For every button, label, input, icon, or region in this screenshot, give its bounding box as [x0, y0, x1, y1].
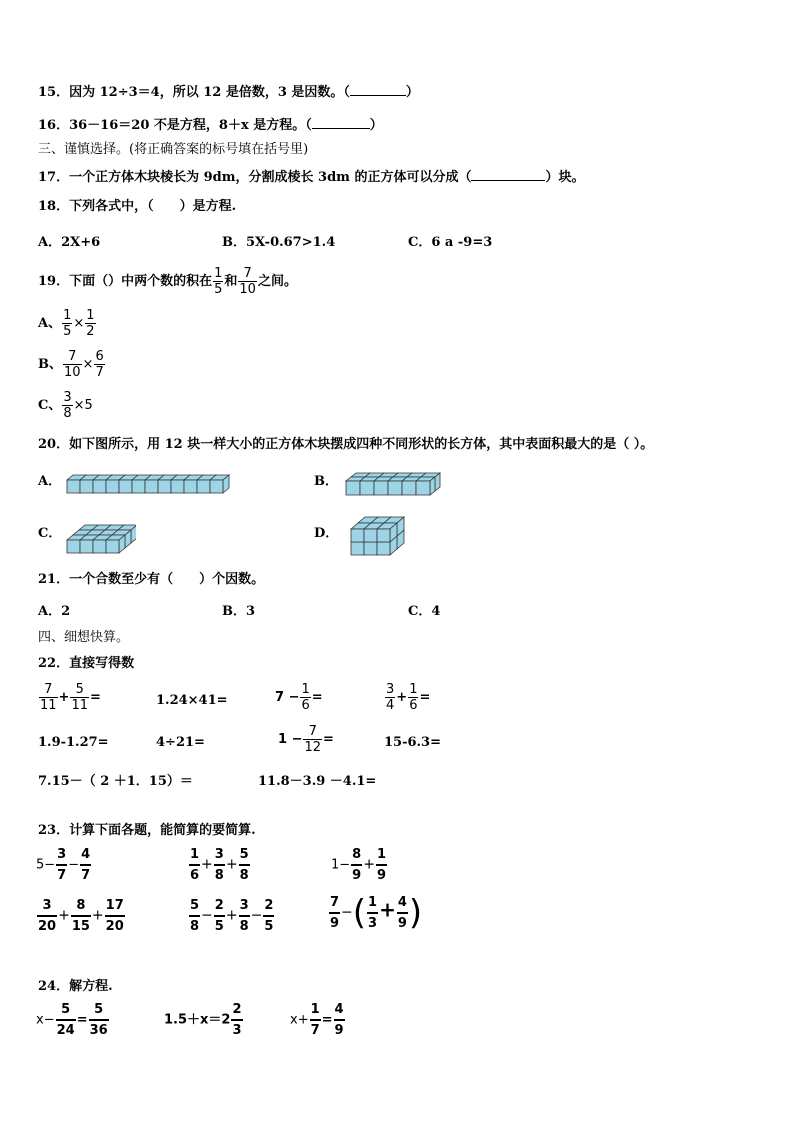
expression-22-2: 1.24×41= — [156, 693, 228, 708]
question-24: 24．解方程. — [38, 979, 113, 994]
cube-front-face — [388, 481, 402, 495]
cube-front-face — [80, 540, 93, 553]
cube-front-face — [360, 481, 374, 495]
fraction: $\frac{7}{10}$ — [239, 266, 256, 297]
section-heading-4: 四、细想快算。 — [38, 630, 130, 645]
cube-front-face — [351, 542, 364, 555]
question-18: 18．下列各式中，（ ）是方程. — [38, 199, 237, 214]
question-19: 19．下面（）中两个数的积在 $\frac{1}{5}$ 和 $\frac{7}{10}$ 之间。 — [38, 266, 297, 297]
option-b[interactable]: B．5X-0.67>1.4 — [222, 235, 336, 250]
cube-front-face — [346, 481, 360, 495]
option-a[interactable]: A、 $\frac{1}{5}$ × $\frac{1}{2}$ — [38, 308, 95, 339]
option-b[interactable]: B、 $\frac{7}{10}$ × $\frac{6}{7}$ — [38, 349, 104, 380]
cube-front-face — [171, 480, 184, 493]
expression-23-6: $\frac{7}{9}$ −( $\frac{1}{3}$ + $\frac{4}{9}$ ) — [330, 893, 423, 933]
cube-front-face — [119, 480, 132, 493]
cube-front-face — [158, 480, 171, 493]
cube-front-face — [377, 529, 390, 542]
cube-front-face — [80, 480, 93, 493]
question-text: 解方程. — [69, 979, 113, 994]
question-number: 15． — [38, 85, 70, 100]
option-a[interactable]: A． — [38, 474, 62, 489]
expression-22-5: 1.9-1.27= — [38, 735, 109, 750]
question-17: 17．一个正方体木块棱长为 9dm，分割成棱长 3dm 的正方体可以分成（ ）块。 — [38, 170, 585, 185]
cube-front-face — [364, 529, 377, 542]
cube-front-face — [377, 542, 390, 555]
cube-front-face — [210, 480, 223, 493]
cube-front-face — [184, 480, 197, 493]
question-21: 21．一个合数至少有（ ）个因数。 — [38, 572, 265, 587]
question-number: 16． — [38, 118, 70, 133]
option-a[interactable]: A．2 — [38, 604, 71, 619]
answer-blank[interactable] — [471, 168, 545, 181]
question-text: 如下图所示，用 12 块一样大小的正方体木块摆成四种不同形状的长方体，其中表面积最大的是（ ）。 — [69, 437, 654, 452]
question-text: 计算下面各题，能简算的要简算. — [69, 823, 256, 838]
option-d[interactable]: D． — [314, 526, 339, 541]
question-23: 23．计算下面各题，能简算的要简算. — [38, 823, 256, 838]
option-c[interactable]: C、 $\frac{3}{8}$ ×5 — [38, 390, 93, 421]
expression-23-3: 1− $\frac{8}{9}$ + $\frac{1}{9}$ — [331, 847, 386, 883]
expression-23-5: $\frac{5}{8}$ − $\frac{2}{5}$ + $\frac{3}{8}$ − $\frac{2}{5}$ — [190, 898, 274, 934]
cube-front-face — [106, 480, 119, 493]
cube-front-face — [416, 481, 430, 495]
cube-front-face — [93, 540, 106, 553]
question-16: 16．36－16＝20 不是方程，8＋x 是方程。（ ） — [38, 118, 383, 133]
question-text: 36－16＝20 不是方程，8＋x 是方程。（ — [69, 118, 312, 133]
equation-24-1: x− $\frac{5}{24}$ = $\frac{5}{36}$ — [36, 1002, 108, 1038]
cuboid-2x2x3-figure — [350, 514, 408, 556]
option-c[interactable]: C． — [38, 526, 62, 541]
equation-24-3: x+ $\frac{1}{7}$ = $\frac{4}{9}$ — [290, 1002, 344, 1038]
question-text: 下列各式中，（ ）是方程. — [69, 199, 237, 214]
cuboid-1x12-figure — [66, 470, 234, 494]
expression-22-8: 15-6.3= — [384, 735, 441, 750]
expression-22-10: 11.8－3.9 －4.1= — [258, 774, 377, 789]
cuboid-3x4-figure — [66, 514, 136, 554]
cuboid-2x6-figure — [345, 470, 441, 496]
question-15: 15．因为 12÷3＝4，所以 12 是倍数，3 是因数。（ ） — [38, 85, 419, 100]
cube-front-face — [132, 480, 145, 493]
option-b[interactable]: B．3 — [222, 604, 256, 619]
answer-blank[interactable] — [312, 116, 370, 129]
expression-22-9: 7.15－（ 2 ＋1．15）＝ — [38, 774, 193, 789]
expression-22-6: 4÷21= — [156, 735, 205, 750]
expression-22-4: $\frac{3}{4}$ + $\frac{1}{6}$ = — [386, 682, 431, 713]
expression-22-7: 1 − $\frac{7}{12}$ = — [278, 724, 334, 755]
question-20: 20．如下图所示，用 12 块一样大小的正方体木块摆成四种不同形状的长方体，其中表面积最大的是（ ）。 — [38, 437, 654, 452]
question-text: 直接写得数 — [69, 656, 135, 671]
cube-front-face — [67, 540, 80, 553]
question-text: 因为 12÷3＝4，所以 12 是倍数，3 是因数。（ — [69, 85, 350, 100]
cube-front-face — [197, 480, 210, 493]
equation-24-2: 1.5＋x＝2 $\frac{2}{3}$ — [164, 1002, 242, 1038]
expression-22-1: $\frac{7}{11}$ + $\frac{5}{11}$ = — [40, 682, 101, 713]
cube-front-face — [351, 529, 364, 542]
option-a[interactable]: A．2X+6 — [38, 235, 101, 250]
answer-blank[interactable] — [350, 83, 406, 96]
question-22: 22．直接写得数 — [38, 656, 135, 671]
expression-23-1: 5− $\frac{3}{7}$ − $\frac{4}{7}$ — [36, 847, 91, 883]
cube-front-face — [93, 480, 106, 493]
cube-front-face — [402, 481, 416, 495]
option-b[interactable]: B． — [314, 474, 338, 489]
section-heading-3: 三、谨慎选择。(将正确答案的标号填在括号里) — [38, 142, 309, 157]
option-c[interactable]: C．6 a -9=3 — [408, 235, 493, 250]
cube-front-face — [364, 542, 377, 555]
cube-front-face — [374, 481, 388, 495]
option-c[interactable]: C．4 — [408, 604, 441, 619]
cube-front-face — [106, 540, 119, 553]
question-text: 一个正方体木块棱长为 9dm，分割成棱长 3dm 的正方体可以分成（ — [69, 170, 472, 185]
question-text: 一个合数至少有（ ）个因数。 — [69, 572, 265, 587]
expression-23-2: $\frac{1}{6}$ + $\frac{3}{8}$ + $\frac{5}{8}$ — [190, 847, 249, 883]
cube-front-face — [145, 480, 158, 493]
fraction: $\frac{1}{5}$ — [214, 266, 223, 297]
expression-22-3: 7 − $\frac{1}{6}$ = — [275, 682, 323, 713]
cube-front-face — [67, 480, 80, 493]
expression-23-4: $\frac{3}{20}$ + $\frac{8}{15}$ + $\frac{17}{20}$ — [38, 898, 124, 934]
